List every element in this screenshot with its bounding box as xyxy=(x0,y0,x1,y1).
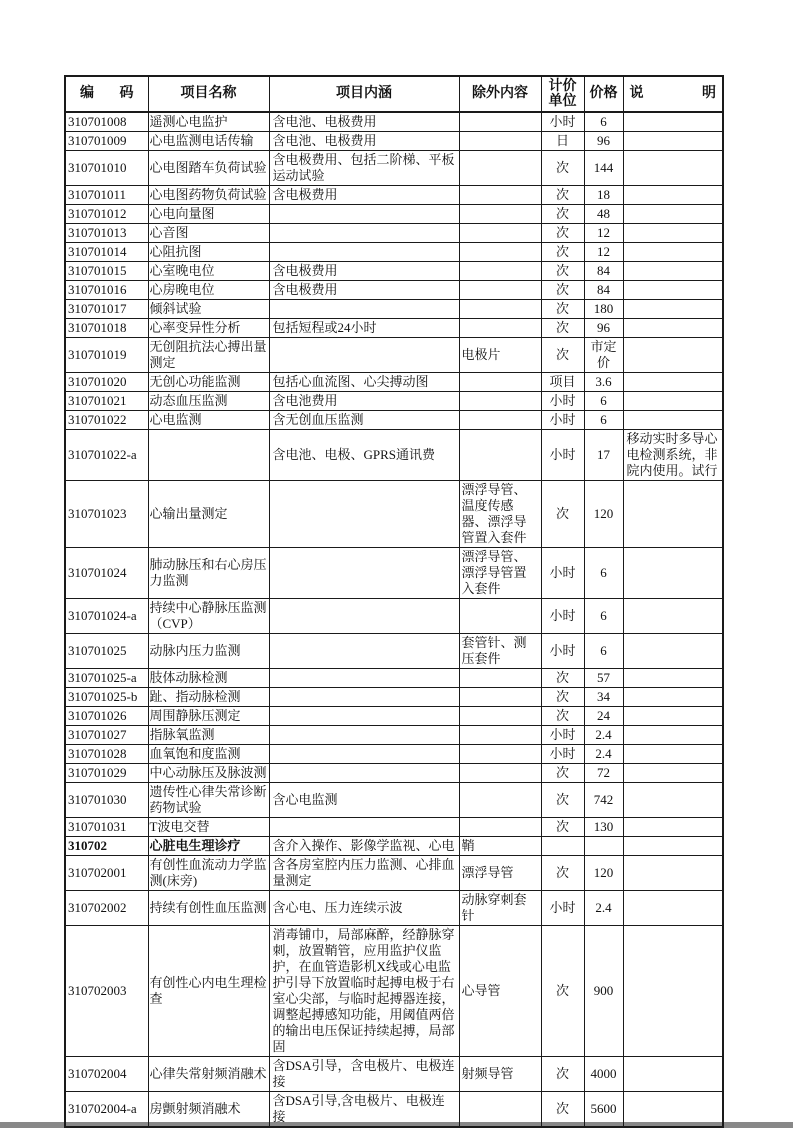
cell-price: 24 xyxy=(584,707,623,726)
cell-unit: 次 xyxy=(541,262,584,281)
cell-content xyxy=(269,745,459,764)
cell-name: 持续中心静脉压监测（CVP） xyxy=(148,599,269,634)
table-row xyxy=(65,373,723,392)
column-header-content: 项目内涵 xyxy=(269,76,459,112)
cell-content xyxy=(269,764,459,783)
cell-name: 趾、指动脉检测 xyxy=(148,688,269,707)
cell-unit: 次 xyxy=(541,319,584,338)
cell-exclusion xyxy=(459,818,541,837)
cell-note xyxy=(623,411,723,430)
cell-content: 消毒铺巾，局部麻醉，经静脉穿刺，放置鞘管，应用监护仪监护，在血管造影机X线或心电监护引导下放置临时起搏电极于右室心尖部，与临时起搏器连接，调整起搏感知功能，用阈值两倍的输出电压保证持续起搏，局部固 xyxy=(269,926,459,1057)
cell-unit: 次 xyxy=(541,688,584,707)
cell-code: 310702002 xyxy=(65,891,148,926)
table-row xyxy=(65,688,723,707)
column-header-name: 项目名称 xyxy=(148,76,269,112)
cell-code: 310701025 xyxy=(65,634,148,669)
cell-name: 心房晚电位 xyxy=(148,281,269,300)
cell-note xyxy=(623,281,723,300)
cell-name: 持续有创性血压监测 xyxy=(148,891,269,926)
cell-note xyxy=(623,783,723,818)
cell-price: 57 xyxy=(584,669,623,688)
cell-code: 310702004-a xyxy=(65,1092,148,1128)
cell-code: 310701015 xyxy=(65,262,148,281)
cell-unit: 次 xyxy=(541,151,584,186)
cell-content xyxy=(269,243,459,262)
table-row xyxy=(65,1057,723,1092)
cell-code: 310701014 xyxy=(65,243,148,262)
cell-note xyxy=(623,112,723,132)
table-row xyxy=(65,112,723,132)
cell-note xyxy=(623,243,723,262)
cell-price: 4000 xyxy=(584,1057,623,1092)
cell-price: 6 xyxy=(584,634,623,669)
cell-name: 遥测心电监护 xyxy=(148,112,269,132)
cell-content: 含无创血压监测 xyxy=(269,411,459,430)
cell-code: 310701024-a xyxy=(65,599,148,634)
cell-price: 12 xyxy=(584,243,623,262)
cell-content: 含电极费用 xyxy=(269,186,459,205)
cell-unit: 次 xyxy=(541,224,584,243)
cell-content: 包括心血流图、心尖搏动图 xyxy=(269,373,459,392)
cell-name: T波电交替 xyxy=(148,818,269,837)
cell-content xyxy=(269,205,459,224)
cell-exclusion xyxy=(459,669,541,688)
cell-content xyxy=(269,548,459,599)
cell-content: 含电池、电极、GPRS通讯费 xyxy=(269,430,459,481)
cell-price: 3.6 xyxy=(584,373,623,392)
cell-note xyxy=(623,224,723,243)
cell-exclusion xyxy=(459,707,541,726)
cell-content xyxy=(269,224,459,243)
table-row xyxy=(65,392,723,411)
table-row xyxy=(65,151,723,186)
cell-unit: 小时 xyxy=(541,411,584,430)
cell-name: 心输出量测定 xyxy=(148,481,269,548)
cell-price: 130 xyxy=(584,818,623,837)
cell-code: 310702 xyxy=(65,837,148,856)
cell-price: 18 xyxy=(584,186,623,205)
cell-code: 310701027 xyxy=(65,726,148,745)
cell-price: 市定价 xyxy=(584,338,623,373)
cell-price: 180 xyxy=(584,300,623,319)
cell-price: 84 xyxy=(584,281,623,300)
table-row xyxy=(65,707,723,726)
cell-name: 倾斜试验 xyxy=(148,300,269,319)
cell-content: 含各房室腔内压力监测、心排血量测定 xyxy=(269,856,459,891)
cell-price: 6 xyxy=(584,112,623,132)
cell-exclusion xyxy=(459,373,541,392)
cell-content: 含电极费用 xyxy=(269,281,459,300)
cell-code: 310701019 xyxy=(65,338,148,373)
cell-name: 心电监测电话传输 xyxy=(148,132,269,151)
cell-unit: 次 xyxy=(541,300,584,319)
cell-note xyxy=(623,837,723,856)
cell-code: 310701024 xyxy=(65,548,148,599)
table-row xyxy=(65,319,723,338)
cell-exclusion xyxy=(459,319,541,338)
cell-note xyxy=(623,688,723,707)
cell-code: 310701026 xyxy=(65,707,148,726)
cell-code: 310701008 xyxy=(65,112,148,132)
cell-name: 中心动脉压及脉波测 xyxy=(148,764,269,783)
cell-unit: 次 xyxy=(541,818,584,837)
cell-price: 2.4 xyxy=(584,891,623,926)
column-header-code xyxy=(65,76,148,112)
table-row xyxy=(65,837,723,856)
cell-name: 心电向量图 xyxy=(148,205,269,224)
cell-note xyxy=(623,599,723,634)
cell-exclusion xyxy=(459,262,541,281)
cell-content: 含心电、压力连续示波 xyxy=(269,891,459,926)
cell-price: 6 xyxy=(584,411,623,430)
cell-note xyxy=(623,764,723,783)
cell-unit: 次 xyxy=(541,707,584,726)
cell-note xyxy=(623,926,723,1057)
cell-name: 心室晚电位 xyxy=(148,262,269,281)
cell-code: 310701030 xyxy=(65,783,148,818)
cell-exclusion: 漂浮导管、温度传感器、漂浮导管置入套件 xyxy=(459,481,541,548)
cell-code: 310701022-a xyxy=(65,430,148,481)
cell-note xyxy=(623,151,723,186)
cell-note xyxy=(623,669,723,688)
cell-exclusion: 漂浮导管 xyxy=(459,856,541,891)
cell-content xyxy=(269,300,459,319)
cell-name: 无创心功能监测 xyxy=(148,373,269,392)
cell-content xyxy=(269,707,459,726)
cell-name: 房颤射频消融术 xyxy=(148,1092,269,1128)
header-unit-line2: 单位 xyxy=(548,94,577,109)
cell-price: 120 xyxy=(584,856,623,891)
cell-content: 含电池、电极费用 xyxy=(269,132,459,151)
cell-note: 移动实时多导心电检测系统，非院内使用。试行 xyxy=(623,430,723,481)
cell-note xyxy=(623,373,723,392)
cell-exclusion xyxy=(459,112,541,132)
table-row xyxy=(65,745,723,764)
cell-name: 肺动脉压和右心房压力监测 xyxy=(148,548,269,599)
cell-price: 96 xyxy=(584,319,623,338)
header-note-left: 说 xyxy=(629,86,644,101)
cell-unit: 次 xyxy=(541,926,584,1057)
cell-content xyxy=(269,338,459,373)
cell-exclusion xyxy=(459,224,541,243)
table-row xyxy=(65,599,723,634)
cell-content xyxy=(269,669,459,688)
cell-content: 含介入操作、影像学监视、心电 xyxy=(269,837,459,856)
cell-name: 心音图 xyxy=(148,224,269,243)
cell-note xyxy=(623,818,723,837)
cell-unit: 小时 xyxy=(541,891,584,926)
cell-note xyxy=(623,205,723,224)
cell-content xyxy=(269,634,459,669)
table-row xyxy=(65,548,723,599)
cell-name: 心律失常射频消融术 xyxy=(148,1057,269,1092)
table-row xyxy=(65,726,723,745)
cell-price xyxy=(584,837,623,856)
header-row xyxy=(65,76,723,112)
cell-price: 2.4 xyxy=(584,726,623,745)
table-row xyxy=(65,262,723,281)
header-note-right: 明 xyxy=(702,86,716,101)
cell-note xyxy=(623,300,723,319)
cell-exclusion xyxy=(459,300,541,319)
cell-name: 无创阻抗法心搏出量测定 xyxy=(148,338,269,373)
cell-note xyxy=(623,707,723,726)
cell-code: 310701018 xyxy=(65,319,148,338)
table-row xyxy=(65,224,723,243)
cell-name: 动脉内压力监测 xyxy=(148,634,269,669)
cell-price: 6 xyxy=(584,392,623,411)
cell-unit: 次 xyxy=(541,243,584,262)
cell-exclusion: 漂浮导管、漂浮导管置入套件 xyxy=(459,548,541,599)
cell-note xyxy=(623,891,723,926)
cell-code: 310701017 xyxy=(65,300,148,319)
table-row xyxy=(65,281,723,300)
cell-code: 310701025-b xyxy=(65,688,148,707)
table-row xyxy=(65,669,723,688)
cell-unit: 小时 xyxy=(541,745,584,764)
cell-content xyxy=(269,688,459,707)
cell-unit: 日 xyxy=(541,132,584,151)
table-row xyxy=(65,481,723,548)
cell-price: 34 xyxy=(584,688,623,707)
cell-code: 310701025-a xyxy=(65,669,148,688)
cell-unit: 项目 xyxy=(541,373,584,392)
cell-exclusion xyxy=(459,411,541,430)
cell-name: 周围静脉压测定 xyxy=(148,707,269,726)
cell-note xyxy=(623,262,723,281)
cell-exclusion xyxy=(459,243,541,262)
cell-unit: 次 xyxy=(541,281,584,300)
cell-price: 84 xyxy=(584,262,623,281)
cell-content: 含电池、电极费用 xyxy=(269,112,459,132)
cell-name: 动态血压监测 xyxy=(148,392,269,411)
cell-name xyxy=(148,430,269,481)
cell-unit: 次 xyxy=(541,1057,584,1092)
cell-name: 心电监测 xyxy=(148,411,269,430)
column-header-unit xyxy=(541,76,584,112)
cell-note xyxy=(623,319,723,338)
cell-unit: 小时 xyxy=(541,430,584,481)
cell-content: 含DSA引导，含电极片、电极连接 xyxy=(269,1057,459,1092)
cell-content: 含电极费用 xyxy=(269,262,459,281)
table-row xyxy=(65,783,723,818)
cell-name: 心率变异性分析 xyxy=(148,319,269,338)
cell-unit: 次 xyxy=(541,669,584,688)
cell-code: 310701012 xyxy=(65,205,148,224)
cell-unit: 次 xyxy=(541,764,584,783)
cell-price: 12 xyxy=(584,224,623,243)
cell-price: 72 xyxy=(584,764,623,783)
cell-code: 310701029 xyxy=(65,764,148,783)
cell-code: 310701031 xyxy=(65,818,148,837)
cell-exclusion: 动脉穿刺套针 xyxy=(459,891,541,926)
cell-note xyxy=(623,186,723,205)
column-header-price: 价格 xyxy=(584,76,623,112)
cell-name: 指脉氧监测 xyxy=(148,726,269,745)
cell-exclusion: 鞘 xyxy=(459,837,541,856)
table-row xyxy=(65,132,723,151)
cell-note xyxy=(623,745,723,764)
table-row xyxy=(65,818,723,837)
column-header-exclusion: 除外内容 xyxy=(459,76,541,112)
cell-unit: 次 xyxy=(541,856,584,891)
cell-price: 6 xyxy=(584,548,623,599)
cell-code: 310701016 xyxy=(65,281,148,300)
cell-code: 310701023 xyxy=(65,481,148,548)
cell-name: 血氧饱和度监测 xyxy=(148,745,269,764)
cell-exclusion xyxy=(459,726,541,745)
table-row xyxy=(65,338,723,373)
cell-exclusion xyxy=(459,392,541,411)
cell-content: 含心电监测 xyxy=(269,783,459,818)
cell-unit: 小时 xyxy=(541,599,584,634)
cell-code: 310701022 xyxy=(65,411,148,430)
cell-unit: 次 xyxy=(541,186,584,205)
table-row xyxy=(65,430,723,481)
cell-content xyxy=(269,481,459,548)
cell-code: 310701013 xyxy=(65,224,148,243)
cell-exclusion xyxy=(459,599,541,634)
cell-unit xyxy=(541,837,584,856)
cell-exclusion xyxy=(459,688,541,707)
cell-code: 310701028 xyxy=(65,745,148,764)
cell-exclusion xyxy=(459,281,541,300)
table-row xyxy=(65,891,723,926)
table-row xyxy=(65,764,723,783)
cell-price: 17 xyxy=(584,430,623,481)
cell-note xyxy=(623,392,723,411)
cell-content: 含电极费用、包括二阶梯、平板运动试验 xyxy=(269,151,459,186)
cell-note xyxy=(623,548,723,599)
cell-exclusion: 电极片 xyxy=(459,338,541,373)
cell-exclusion xyxy=(459,205,541,224)
cell-name: 肢体动脉检测 xyxy=(148,669,269,688)
table-row xyxy=(65,411,723,430)
cell-name: 心阻抗图 xyxy=(148,243,269,262)
cell-code: 310702003 xyxy=(65,926,148,1057)
medical-price-table xyxy=(64,75,724,1128)
cell-name: 有创性心内电生理检查 xyxy=(148,926,269,1057)
cell-unit: 次 xyxy=(541,338,584,373)
cell-content xyxy=(269,599,459,634)
header-code-right: 码 xyxy=(119,86,134,101)
table-row xyxy=(65,856,723,891)
table-row xyxy=(65,205,723,224)
cell-price: 144 xyxy=(584,151,623,186)
cell-exclusion xyxy=(459,430,541,481)
cell-price: 120 xyxy=(584,481,623,548)
cell-content xyxy=(269,818,459,837)
cell-unit: 次 xyxy=(541,783,584,818)
cell-note xyxy=(623,634,723,669)
cell-name: 有创性血流动力学监测(床旁) xyxy=(148,856,269,891)
cell-price: 2.4 xyxy=(584,745,623,764)
table-row xyxy=(65,243,723,262)
cell-unit: 小时 xyxy=(541,548,584,599)
cell-content xyxy=(269,726,459,745)
cell-exclusion xyxy=(459,764,541,783)
cell-content: 含电池费用 xyxy=(269,392,459,411)
cell-name: 心电图药物负荷试验 xyxy=(148,186,269,205)
cell-exclusion xyxy=(459,151,541,186)
cell-code: 310702004 xyxy=(65,1057,148,1092)
cell-exclusion xyxy=(459,186,541,205)
cell-code: 310701010 xyxy=(65,151,148,186)
cell-exclusion xyxy=(459,745,541,764)
table-row xyxy=(65,634,723,669)
cell-code: 310702001 xyxy=(65,856,148,891)
cell-unit: 次 xyxy=(541,481,584,548)
cell-exclusion: 套管针、测压套件 xyxy=(459,634,541,669)
cell-unit: 次 xyxy=(541,1092,584,1128)
cell-code: 310701021 xyxy=(65,392,148,411)
cell-code: 310701011 xyxy=(65,186,148,205)
cell-price: 742 xyxy=(584,783,623,818)
cell-unit: 小时 xyxy=(541,726,584,745)
cell-unit: 小时 xyxy=(541,112,584,132)
cell-unit: 小时 xyxy=(541,392,584,411)
cell-note xyxy=(623,1057,723,1092)
cell-note xyxy=(623,856,723,891)
cell-name: 心脏电生理诊疗 xyxy=(148,837,269,856)
cell-exclusion xyxy=(459,783,541,818)
cell-price: 5600 xyxy=(584,1092,623,1128)
table-row xyxy=(65,926,723,1057)
cell-note xyxy=(623,338,723,373)
header-code-left: 编 xyxy=(80,86,94,101)
cell-exclusion: 射频导管 xyxy=(459,1057,541,1092)
cell-name: 遗传性心律失常诊断药物试验 xyxy=(148,783,269,818)
header-unit-line1: 计价 xyxy=(548,79,577,94)
cell-code: 310701020 xyxy=(65,373,148,392)
cell-unit: 次 xyxy=(541,205,584,224)
table-row xyxy=(65,186,723,205)
cell-price: 6 xyxy=(584,599,623,634)
cell-exclusion: 心导管 xyxy=(459,926,541,1057)
cell-content: 含DSA引导,含电极片、电极连接 xyxy=(269,1092,459,1128)
cell-name: 心电图踏车负荷试验 xyxy=(148,151,269,186)
column-header-note xyxy=(623,76,723,112)
cell-price: 96 xyxy=(584,132,623,151)
cell-code: 310701009 xyxy=(65,132,148,151)
cell-note xyxy=(623,132,723,151)
cell-price: 48 xyxy=(584,205,623,224)
cell-price: 900 xyxy=(584,926,623,1057)
cell-unit: 小时 xyxy=(541,634,584,669)
table-row xyxy=(65,300,723,319)
cell-note xyxy=(623,481,723,548)
cell-exclusion xyxy=(459,132,541,151)
cell-note xyxy=(623,726,723,745)
cell-content: 包括短程或24小时 xyxy=(269,319,459,338)
